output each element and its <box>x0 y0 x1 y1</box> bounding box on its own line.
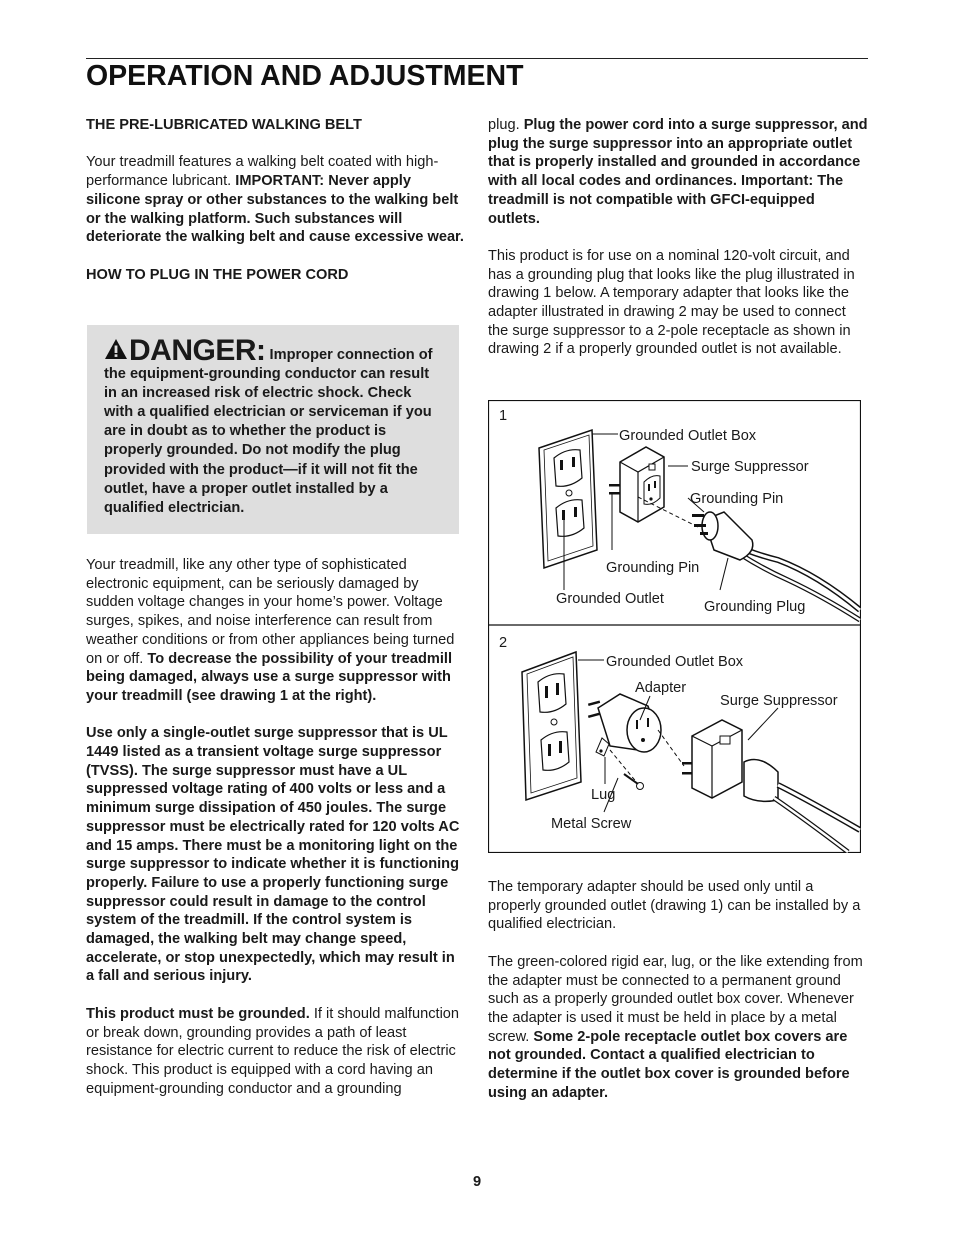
label-metal-screw: Metal Screw <box>551 816 632 832</box>
paragraph-suppressor-spec-bold: Use only a single-outlet surge suppressor that is UL 1449 listed as a transient voltage surge suppressor (TVSS). The surge suppressor must have a UL suppressed voltage rating of 400 volts or less and a minimum surge dissipation of 450 joules. The surge suppressor must be electrically rated for 120 volts AC and 15 amps. There must be a monitoring light on the surge suppressor to indicate whether it is functioning properly. Failure to use a properly functioning surge suppressor could result in damage to the control system of the treadmill. If the control system is damaged, the walking belt may change speed, accelerate, or stop unexpectedly, which may result in a fall and serious injury. <box>86 725 460 985</box>
page-title: OPERATION AND ADJUSTMENT <box>86 60 524 92</box>
right-column-upper <box>488 116 868 378</box>
label-adapter: Adapter <box>635 680 687 696</box>
two-pole-outlet-plate <box>522 652 581 800</box>
label-grounding-pin-right: Grounding Pin <box>690 491 784 507</box>
label-surge-suppressor-2: Surge Suppressor <box>720 693 838 709</box>
paragraph-belt <box>86 153 466 247</box>
right-column-lower <box>488 878 870 1121</box>
paragraph-surge-text: Your treadmill, like any other type of sophisticated electronic equipment, can be seriously damaged by sudden voltage changes in your home’s power. Voltage surges, spikes, and noise interference can result from weather conditions or from other appliances being turned on or off. <box>86 557 455 667</box>
warning-triangle-icon <box>104 338 128 360</box>
danger-word: DANGER: <box>129 334 266 367</box>
paragraph-green-lug-bold: Some 2-pole receptacle outlet box covers are not grounded. Contact a qualified electrician to determine if the outlet box cover is grounded before using an adapter. <box>488 1028 850 1101</box>
paragraph-grounded <box>86 1005 466 1099</box>
paragraph-belt-text: Your treadmill features a walking belt coated with high-performance lubricant. <box>86 154 439 190</box>
label-surge-suppressor-1: Surge Suppressor <box>691 459 809 475</box>
title-rule <box>86 58 868 59</box>
paragraph-green-lug <box>488 953 870 1103</box>
paragraph-temporary-adapter: The temporary adapter should be used only until a properly grounded outlet (drawing 1) can be installed by a qualified electrician. <box>488 879 861 933</box>
grounded-outlet-plate <box>539 430 597 568</box>
paragraph-green-lug-text: The green-colored rigid ear, lug, or the like extending from the adapter must be connected to a permanent ground such as a properly grounded outlet box cover. Whenever the adapter is used it must be held in place by a metal screw. <box>488 953 863 1045</box>
label-lug: Lug <box>591 787 616 803</box>
danger-text: Improper connection of the equipment-grounding conductor can result in an increased risk of electric shock. Check with a qualified electrician or serviceman if you are in doubt as to whether the product is properly grounded. Do not modify the plug provided with the product—if it will not fit the outlet, have a proper outlet installed by a qualified electrician. <box>104 347 433 516</box>
section-heading-belt: THE PRE-LUBRICATED WALKING BELT <box>86 117 362 133</box>
paragraph-plug-bold: Plug the power cord into a surge suppressor, and plug the surge suppressor into an appropriate outlet that is properly installed and grounded in accordance with all local codes and ordinances. Important: The treadmill is not compatible with GFCI-equipped outlets. <box>488 117 868 227</box>
paragraph-surge-bold: To decrease the possibility of your treadmill being damaged, always use a surge suppressor with your treadmill (see drawing 1 at the right). <box>86 650 453 704</box>
section-heading-power-cord: HOW TO PLUG IN THE POWER CORD <box>86 266 349 283</box>
page-number: 9 <box>472 1174 482 1190</box>
paragraph-grounded-text: If it should malfunction or break down, grounding provides a path of least resistance for electric current to reduce the risk of electric shock. This product is equipped with a cord having an equipment-grounding conductor and a grounding <box>86 1005 460 1097</box>
label-grounded-outlet: Grounded Outlet <box>556 591 664 607</box>
label-grounding-plug: Grounding Plug <box>704 599 806 615</box>
label-grounded-outlet-box-2: Grounded Outlet Box <box>606 654 744 670</box>
label-grounding-pin-left: Grounding Pin <box>606 560 700 576</box>
paragraph-belt-important: IMPORTANT: Never apply silicone spray or other substances to the walking belt or the walking platform. Such substances will deteriorate the walking belt and cause excessive wear. <box>86 173 464 246</box>
paragraph-circuit: This product is for use on a nominal 120-volt circuit, and has a grounding plug that looks like the plug illustrated in drawing 1 below. A temporary adapter that looks like the adapter illustrated in drawing 2 may be used to connect the surge suppressor to a 2-pole receptacle as shown in drawing 2 if a properly grounded outlet is not available. <box>488 247 855 358</box>
danger-notice <box>104 334 444 518</box>
label-grounded-outlet-box-1: Grounded Outlet Box <box>619 428 757 444</box>
paragraph-surge <box>86 556 466 706</box>
paragraph-plug <box>488 116 868 228</box>
paragraph-grounded-bold: This product must be grounded. <box>86 1005 310 1022</box>
left-column-upper <box>86 116 466 303</box>
left-column-lower <box>86 556 466 1117</box>
paragraph-plug-text: plug. <box>488 117 524 133</box>
paragraph-suppressor-spec <box>86 724 466 986</box>
drawing-1-number: 1 <box>499 408 508 424</box>
outlet-diagram <box>488 400 861 853</box>
drawing-2-number: 2 <box>499 635 508 651</box>
